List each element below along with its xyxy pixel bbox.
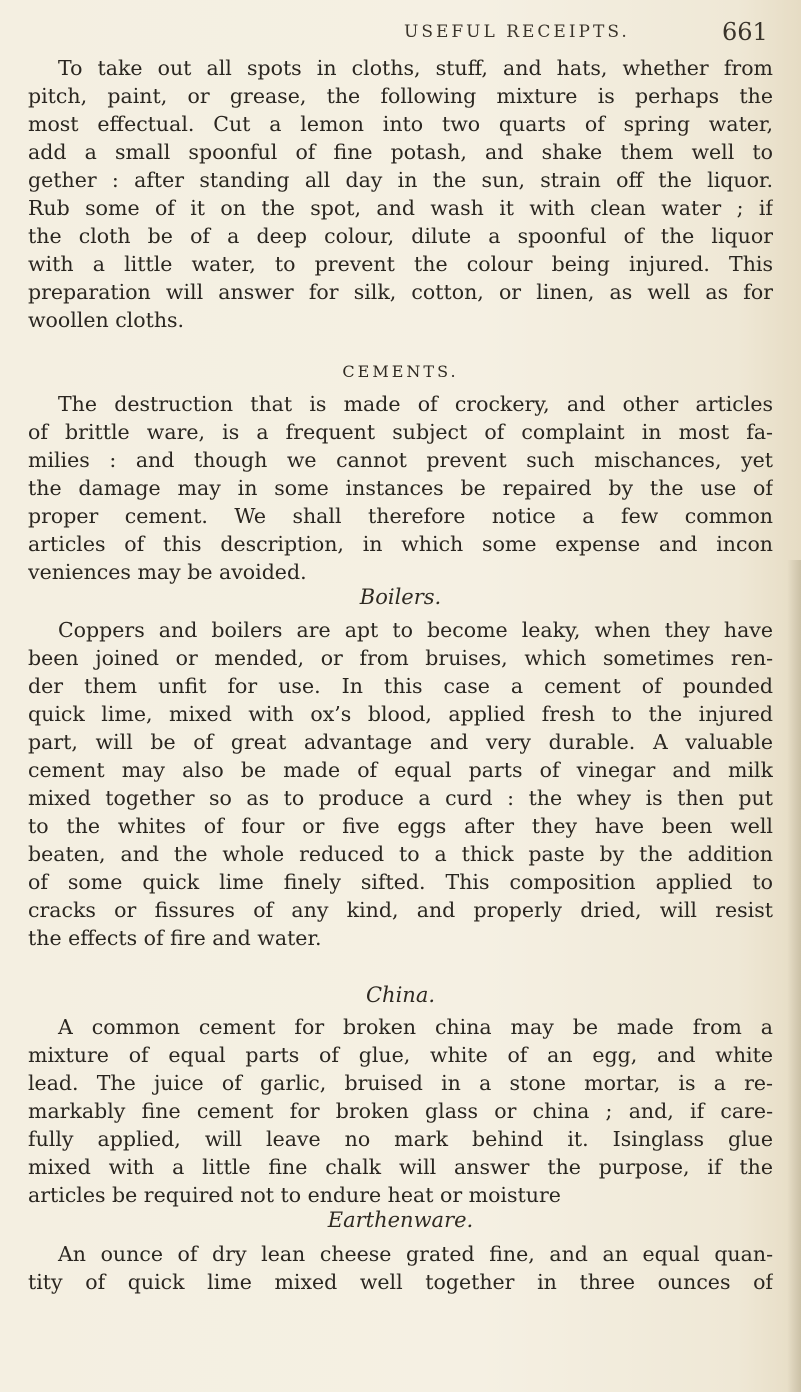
- text-line: the effects of fire and water.: [28, 926, 322, 950]
- text-line: markably fine cement for broken glass or china ; and, if care-: [28, 1099, 773, 1123]
- text-line: the cloth be of a deep colour, dilute a spoonful of the liquor: [28, 224, 773, 248]
- text-line: part, will be of great advantage and very durable. A valuable: [28, 730, 773, 754]
- text-line: of some quick lime finely sifted. This composition applied to: [28, 870, 773, 894]
- text-line: preparation will answer for silk, cotton, or linen, as well as for: [28, 280, 773, 304]
- text-line: to the whites of four or five eggs after they have been well: [28, 814, 773, 838]
- text-line: the damage may in some instances be repaired by the use of: [28, 476, 773, 500]
- subheading-boilers: Boilers.: [359, 585, 442, 609]
- text-line: beaten, and the whole reduced to a thick paste by the addition: [28, 842, 773, 866]
- text-line: articles of this description, in which some expense and incon: [28, 532, 773, 556]
- text-line: most effectual. Cut a lemon into two quarts of spring water,: [28, 112, 773, 136]
- subheading-china: China.: [365, 983, 436, 1007]
- text-line: proper cement. We shall therefore notice a few common: [28, 504, 773, 528]
- paragraph-china: [28, 1013, 773, 1209]
- text-line: of brittle ware, is a frequent subject of complaint in most fa-: [28, 420, 773, 444]
- text-line: The destruction that is made of crockery, and other articles: [58, 392, 773, 416]
- text-line: Rub some of it on the spot, and wash it with clean water ; if: [28, 196, 773, 220]
- paragraph-earthenware: [28, 1240, 773, 1296]
- text-line: cement may also be made of equal parts of vinegar and milk: [28, 758, 773, 782]
- text-line: fully applied, will leave no mark behind it. Isinglass glue: [28, 1127, 773, 1151]
- text-line: mixed with a little fine chalk will answer the purpose, if the: [28, 1155, 773, 1179]
- text-line: Coppers and boilers are apt to become leaky, when they have: [58, 618, 773, 642]
- text-line: been joined or mended, or from bruises, which sometimes ren-: [28, 646, 773, 670]
- section-heading-cements: CEMENTS.: [342, 362, 459, 381]
- paragraph-boilers: [28, 616, 773, 952]
- text-line: tity of quick lime mixed well together in three ounces of: [28, 1270, 773, 1294]
- text-line: mixed together so as to produce a curd : the whey is then put: [28, 786, 773, 810]
- paragraph-spot-removal: [28, 54, 773, 334]
- text-line: pitch, paint, or grease, the following mixture is perhaps the: [28, 84, 773, 108]
- text-line: An ounce of dry lean cheese grated fine, and an equal quan-: [58, 1242, 773, 1266]
- text-line: A common cement for broken china may be made from a: [58, 1015, 773, 1039]
- text-line: veniences may be avoided.: [28, 560, 307, 584]
- text-line: articles be required not to endure heat or moisture: [28, 1183, 561, 1207]
- text-line: der them unfit for use. In this case a cement of pounded: [28, 674, 773, 698]
- text-line: quick lime, mixed with ox’s blood, applied fresh to the injured: [28, 702, 773, 726]
- running-head: [0, 18, 801, 48]
- subheading-earthenware: Earthenware.: [327, 1208, 474, 1232]
- text-line: woollen cloths.: [28, 308, 185, 332]
- text-line: lead. The juice of garlic, bruised in a stone mortar, is a re-: [28, 1071, 773, 1095]
- text-line: add a small spoonful of fine potash, and shake them well to: [28, 140, 773, 164]
- paragraph-cements-intro: [28, 390, 773, 586]
- text-line: milies : and though we cannot prevent such mischances, yet: [28, 448, 773, 472]
- text-line: To take out all spots in cloths, stuff, and hats, whether from: [58, 56, 773, 80]
- text-line: cracks or fissures of any kind, and properly dried, will resist: [28, 898, 773, 922]
- text-line: mixture of equal parts of glue, white of an egg, and white: [28, 1043, 773, 1067]
- page-edge-shadow: [787, 560, 801, 1392]
- text-line: with a little water, to prevent the colour being injured. This: [28, 252, 773, 276]
- text-line: gether : after standing all day in the sun, strain off the liquor.: [28, 168, 773, 192]
- page-number: 661: [722, 18, 768, 46]
- running-title: USEFUL RECEIPTS.: [404, 22, 630, 42]
